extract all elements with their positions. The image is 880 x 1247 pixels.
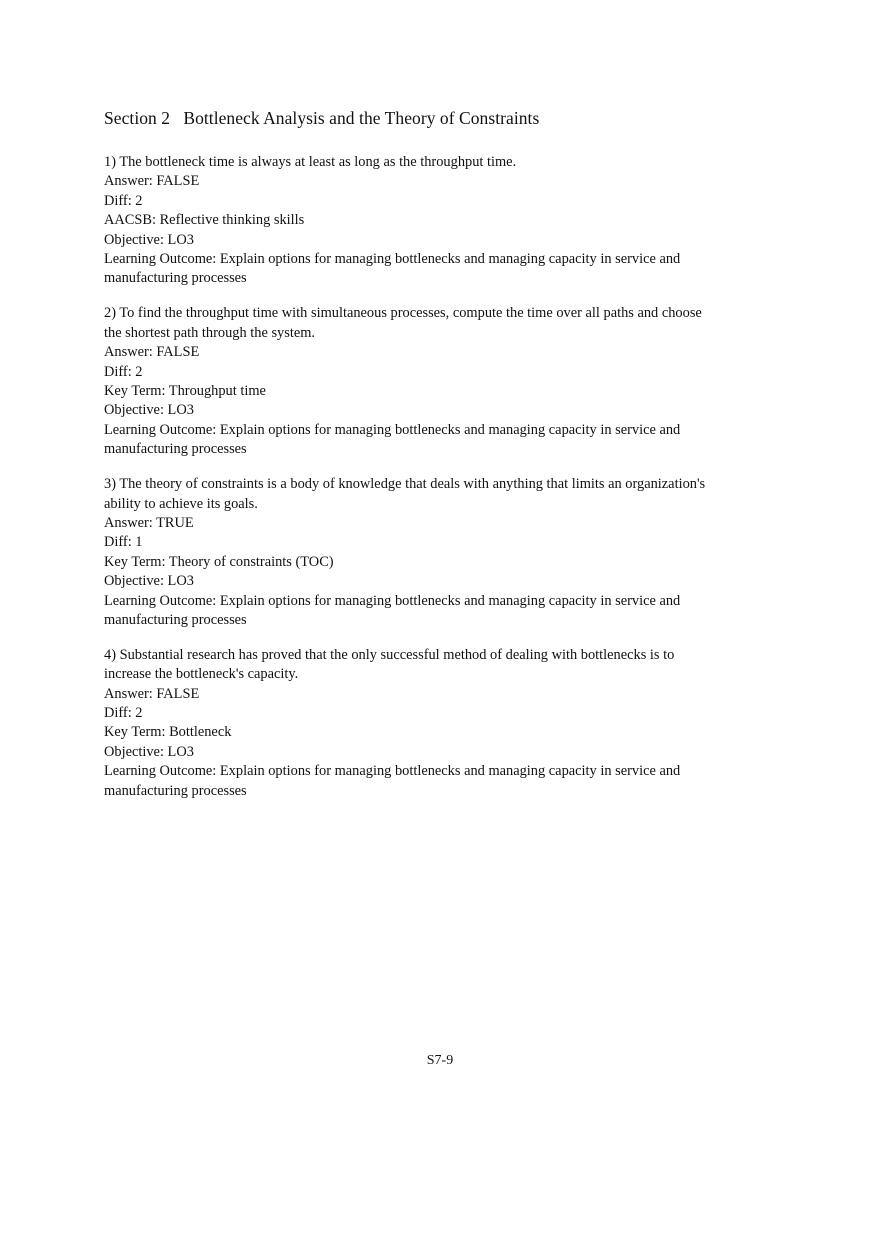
question-learning-outcome: Learning Outcome: Explain options for managing bottlenecks and managing capacity in service and manufacturing processes xyxy=(104,763,681,799)
question-difficulty: Diff: 1 xyxy=(104,534,143,551)
question-difficulty: Diff: 2 xyxy=(104,363,143,380)
question-stem: 3) The theory of constraints is a body of knowledge that deals with anything that limits an organization's ability to achieve its goals. xyxy=(104,476,706,512)
question-answer: Answer: TRUE xyxy=(104,514,194,531)
question-answer: Answer: FALSE xyxy=(104,685,200,702)
question-stem: 4) Substantial research has proved that the only successful method of dealing with bottlenecks is to increase the bottleneck's capacity. xyxy=(104,646,675,683)
question-objective: Objective: LO3 xyxy=(104,743,194,760)
question-answer: Answer: FALSE xyxy=(104,344,200,361)
question-answer: Answer: FALSE xyxy=(104,173,200,190)
question-learning-outcome: Learning Outcome: Explain options for managing bottlenecks and managing capacity in service and manufacturing processes xyxy=(104,421,681,458)
question-learning-outcome: Learning Outcome: Explain options for managing bottlenecks and managing capacity in service and manufacturing processes xyxy=(104,251,681,287)
question-item xyxy=(104,646,724,801)
page-number: S7-9 xyxy=(426,1053,454,1068)
section-title: Section 2 Bottleneck Analysis and the Theory of Constraints xyxy=(104,108,540,128)
question-key-term: Key Term: Throughput time xyxy=(104,382,266,399)
question-item xyxy=(104,153,724,289)
question-difficulty: Diff: 2 xyxy=(104,192,143,209)
question-item xyxy=(104,304,724,459)
question-item xyxy=(104,475,724,630)
question-objective: Objective: LO3 xyxy=(104,573,194,590)
question-key-term: Key Term: Theory of constraints (TOC) xyxy=(104,553,334,570)
question-objective: Objective: LO3 xyxy=(104,402,194,419)
question-learning-outcome: Learning Outcome: Explain options for managing bottlenecks and managing capacity in service and manufacturing processes xyxy=(104,592,681,628)
question-tag: AACSB: Reflective thinking skills xyxy=(104,212,305,229)
question-stem: 2) To find the throughput time with simultaneous processes, compute the time over all paths and choose the shortest path through the system. xyxy=(104,305,702,341)
question-difficulty: Diff: 2 xyxy=(104,705,143,722)
question-stem: 1) The bottleneck time is always at least as long as the throughput time. xyxy=(104,154,517,170)
question-key-term: Key Term: Bottleneck xyxy=(104,724,232,741)
question-objective: Objective: LO3 xyxy=(104,231,194,248)
question-list xyxy=(104,153,724,817)
